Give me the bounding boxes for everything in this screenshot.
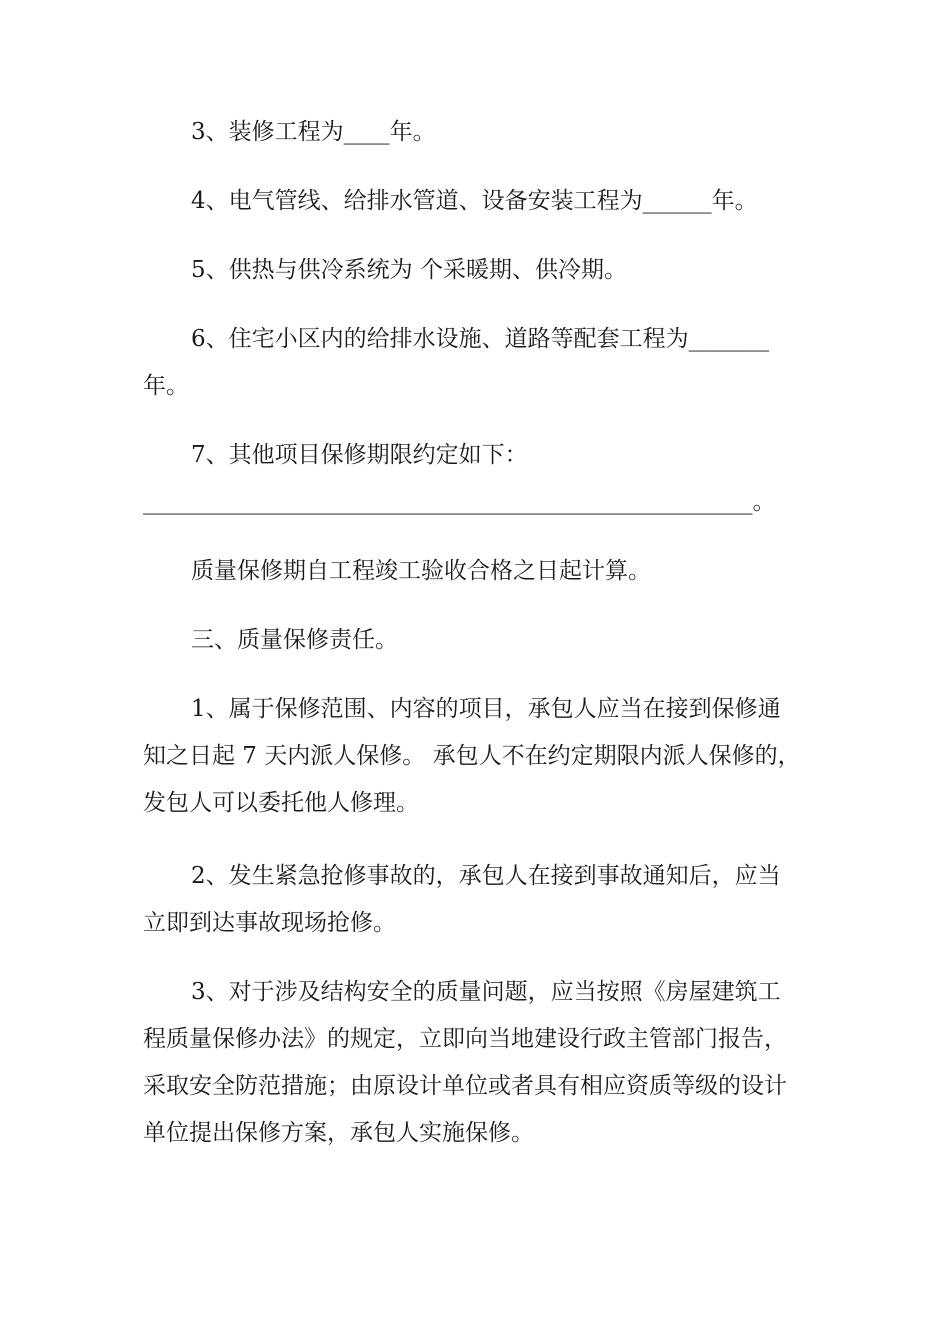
paragraph-warranty-start xyxy=(143,548,808,595)
paragraph-line: 6、住宅小区内的给排水设施、道路等配套工程为_______ xyxy=(191,326,770,352)
paragraph-line: 5、供热与供冷系统为 个采暖期、供冷期。 xyxy=(191,257,627,283)
paragraph-heating-cooling-warranty xyxy=(143,247,808,294)
paragraph-line: 知之日起 7 天内派人保修。 承包人不在约定期限内派人保修的， xyxy=(143,743,801,769)
paragraph-line: 3、对于涉及结构安全的质量问题，应当按照《房屋建筑工 xyxy=(191,979,781,1005)
paragraph-decoration-warranty xyxy=(143,109,808,156)
paragraph-line: 年。 xyxy=(143,373,189,399)
paragraph-community-facilities-warranty xyxy=(143,316,808,410)
paragraph-line: 立即到达事故现场抢修。 xyxy=(143,910,396,936)
paragraph-line: 发包人可以委托他人修理。 xyxy=(143,790,419,816)
paragraph-line: 程质量保修办法》的规定，立即向当地建设行政主管部门报告， xyxy=(143,1026,787,1052)
paragraph-line: 单位提出保修方案，承包人实施保修。 xyxy=(143,1120,534,1146)
paragraph-line: 7、其他项目保修期限约定如下： xyxy=(191,442,528,468)
paragraph-line: 质量保修期自工程竣工验收合格之日起计算。 xyxy=(191,558,651,584)
paragraph-line: 采取安全防范措施；由原设计单位或者具有相应资质等级的设计 xyxy=(143,1073,787,1099)
section-heading: 三、质量保修责任。 xyxy=(191,627,398,653)
paragraph-responsibility-1 xyxy=(143,686,808,827)
section-heading-warranty-responsibility xyxy=(143,617,808,664)
paragraph-line: 1、属于保修范围、内容的项目，承包人应当在接到保修通 xyxy=(191,696,781,722)
paragraph-responsibility-3 xyxy=(143,969,808,1157)
paragraph-electrical-warranty xyxy=(143,178,808,225)
paragraph-other-items-warranty xyxy=(143,432,808,526)
paragraph-line: 4、电气管线、给排水管道、设备安装工程为______年。 xyxy=(191,188,758,214)
blank-fill-line: _____________________________________________________。 xyxy=(143,489,776,515)
paragraph-line: 3、装修工程为____年。 xyxy=(191,119,436,145)
paragraph-line: 2、发生紧急抢修事故的，承包人在接到事故通知后，应当 xyxy=(191,863,781,889)
paragraph-responsibility-2 xyxy=(143,853,808,947)
